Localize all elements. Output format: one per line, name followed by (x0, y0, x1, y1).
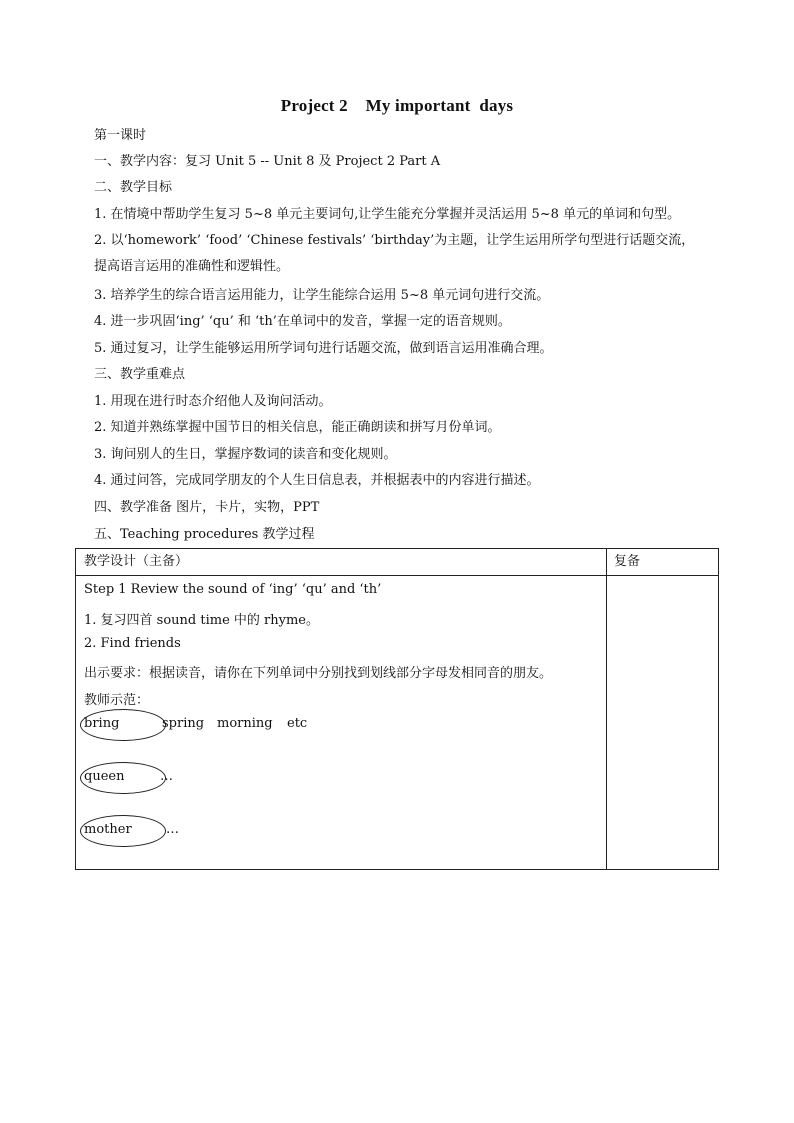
demo-label: 教师示范： (84, 693, 150, 708)
procedures-table (75, 548, 719, 870)
table-header-side: 复备 (607, 549, 719, 576)
revision-cell[interactable] (607, 576, 719, 870)
objective-item: 1. 在情境中帮助学生复习 5~8 单元主要词句,让学生能充分掌握并灵活运用 5~8 单元的单词和句型。 (94, 207, 681, 222)
keypoints-heading: 三、教学重难点 (94, 367, 186, 382)
step-item: 2. Find friends (84, 636, 181, 651)
keypoint-item: 1. 用现在进行时态介绍他人及询问活动。 (94, 394, 332, 409)
lesson-label: 第一课时 (94, 128, 147, 143)
procedures-heading: 五、Teaching procedures 教学过程 (94, 527, 315, 542)
requirement-text: 出示要求：根据读音，请你在下列单词中分别找到划线部分字母发相同音的朋友。 (84, 666, 553, 681)
word-mother: mother (84, 822, 132, 837)
keypoint-item: 3. 询问别人的生日，掌握序数词的读音和变化规则。 (94, 447, 397, 462)
teaching-content: 一、教学内容：复习 Unit 5 -- Unit 8 及 Project 2 Part A (94, 154, 441, 169)
step-title: Step 1 Review the sound of ‘ing’ ‘qu’ and ‘th’ (84, 582, 382, 597)
objective-item: 4. 进一步巩固‘ing’ ‘qu’ 和 ‘th’在单词中的发音，掌握一定的语音规则。 (94, 314, 511, 329)
word-queen: queen (84, 769, 125, 784)
page-title: Project 2 My important days (280, 96, 514, 115)
table-header-main: 教学设计（主备） (76, 549, 607, 576)
objective-item: 5. 通过复习，让学生能够运用所学词句进行话题交流，做到语言运用准确合理。 (94, 341, 553, 356)
keypoint-item: 4. 通过问答，完成同学朋友的个人生日信息表，并根据表中的内容进行描述。 (94, 473, 540, 488)
step-item: 1. 复习四首 sound time 中的 rhyme。 (84, 613, 319, 628)
word-morning: morning (217, 716, 273, 731)
word-etc: etc (287, 716, 308, 731)
ellipsis: … (166, 822, 179, 837)
objective-item: 2. 以‘homework’ ‘food’ ‘Chinese festivals’ ‘birthday’为主题，让学生运用所学句型进行话题交流，提高语言运用的准确性和逻辑性。 (94, 233, 695, 274)
ellipsis: … (160, 769, 173, 784)
design-cell (76, 576, 607, 870)
keypoint-item: 2. 知道并熟练掌握中国节日的相关信息，能正确朗读和拼写月份单词。 (94, 420, 501, 435)
objective-item: 3. 培养学生的综合语言运用能力，让学生能综合运用 5~8 单元词句进行交流。 (94, 288, 550, 303)
word-spring: spring (162, 716, 205, 731)
word-bring: bring (84, 716, 120, 731)
teaching-prep: 四、教学准备 图片，卡片，实物，PPT (94, 500, 320, 515)
objectives-heading: 二、教学目标 (94, 180, 173, 195)
